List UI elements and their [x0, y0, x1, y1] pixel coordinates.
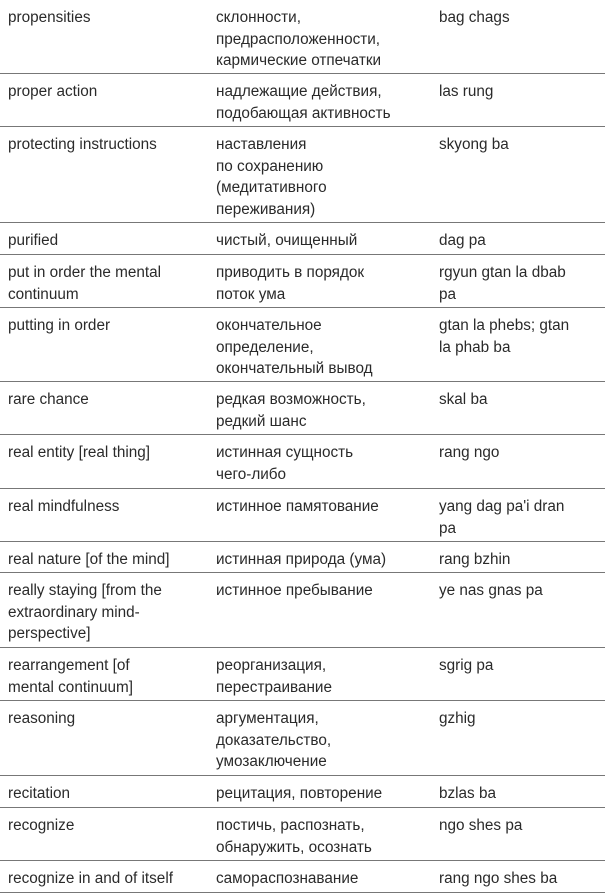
table-row — [0, 573, 605, 648]
russian-term: истинная сущность чего-либо — [216, 444, 354, 483]
russian-term: чистый, очищенный — [216, 232, 358, 249]
english-term: proper action — [8, 83, 98, 100]
russian-term: самораспознавание — [216, 870, 359, 887]
table-row — [0, 0, 605, 74]
russian-term: постичь, распознать, обнаружить, осознать — [216, 817, 372, 856]
table-row — [0, 382, 605, 435]
table-row — [0, 648, 605, 701]
tibetan-term: skal ba — [439, 391, 488, 408]
russian-term: окончательное определение, окончательный вывод — [216, 317, 373, 377]
table-row — [0, 861, 605, 893]
english-term: put in order the mental continuum — [8, 264, 162, 303]
english-term: rearrangement [of mental continuum] — [8, 657, 133, 696]
tibetan-term: yang dag pa'i dran pa — [439, 498, 565, 537]
tibetan-term: ye nas gnas pa — [439, 582, 543, 599]
russian-term: истинная природа (ума) — [216, 551, 387, 568]
english-term: protecting instructions — [8, 136, 157, 153]
tibetan-term: rgyun gtan la dbab pa — [439, 264, 566, 303]
table-row — [0, 701, 605, 776]
table-row — [0, 776, 605, 808]
russian-term: истинное памятование — [216, 498, 379, 515]
tibetan-term: rang ngo shes ba — [439, 870, 558, 887]
tibetan-term: sgrig pa — [439, 657, 494, 674]
russian-term: наставления по сохранению (медитативного переживания) — [216, 136, 327, 218]
english-term: really staying [from the extraordinary mind- perspective] — [8, 582, 162, 642]
english-term: purified — [8, 232, 59, 249]
english-term: recognize in and of itself — [8, 870, 173, 887]
english-term: reasoning — [8, 710, 76, 727]
tibetan-term: gtan la phebs; gtan la phab ba — [439, 317, 570, 356]
table-row — [0, 74, 605, 127]
tibetan-term: gzhig — [439, 710, 476, 727]
table-row — [0, 127, 605, 223]
tibetan-term: bzlas ba — [439, 785, 496, 802]
table-row — [0, 223, 605, 255]
russian-term: надлежащие действия, подобающая активность — [216, 83, 391, 122]
russian-term: склонности, предрасположенности, кармические отпечатки — [216, 9, 382, 69]
tibetan-term: rang ngo — [439, 444, 500, 461]
russian-term: приводить в порядок поток ума — [216, 264, 365, 303]
russian-term: редкая возможность, редкий шанс — [216, 391, 366, 430]
russian-term: реорганизация, перестраивание — [216, 657, 332, 696]
english-term: real mindfulness — [8, 498, 120, 515]
english-term: recognize — [8, 817, 75, 834]
tibetan-term: las rung — [439, 83, 494, 100]
english-term: real entity [real thing] — [8, 444, 150, 461]
table-row — [0, 489, 605, 542]
tibetan-term: bag chags — [439, 9, 510, 26]
tibetan-term: dag pa — [439, 232, 486, 249]
english-term: real nature [of the mind] — [8, 551, 170, 568]
tibetan-term: ngo shes pa — [439, 817, 523, 834]
english-term: rare chance — [8, 391, 89, 408]
table-row — [0, 255, 605, 308]
table-row — [0, 542, 605, 573]
russian-term: истинное пребывание — [216, 582, 373, 599]
tibetan-term: rang bzhin — [439, 551, 511, 568]
english-term: recitation — [8, 785, 71, 802]
tibetan-term: skyong ba — [439, 136, 509, 153]
table-row — [0, 808, 605, 861]
russian-term: рецитация, повторение — [216, 785, 383, 802]
table-row — [0, 308, 605, 382]
russian-term: аргументация, доказательство, умозаключение — [216, 710, 332, 770]
english-term: putting in order — [8, 317, 111, 334]
english-term: propensities — [8, 9, 91, 26]
table-row — [0, 435, 605, 489]
